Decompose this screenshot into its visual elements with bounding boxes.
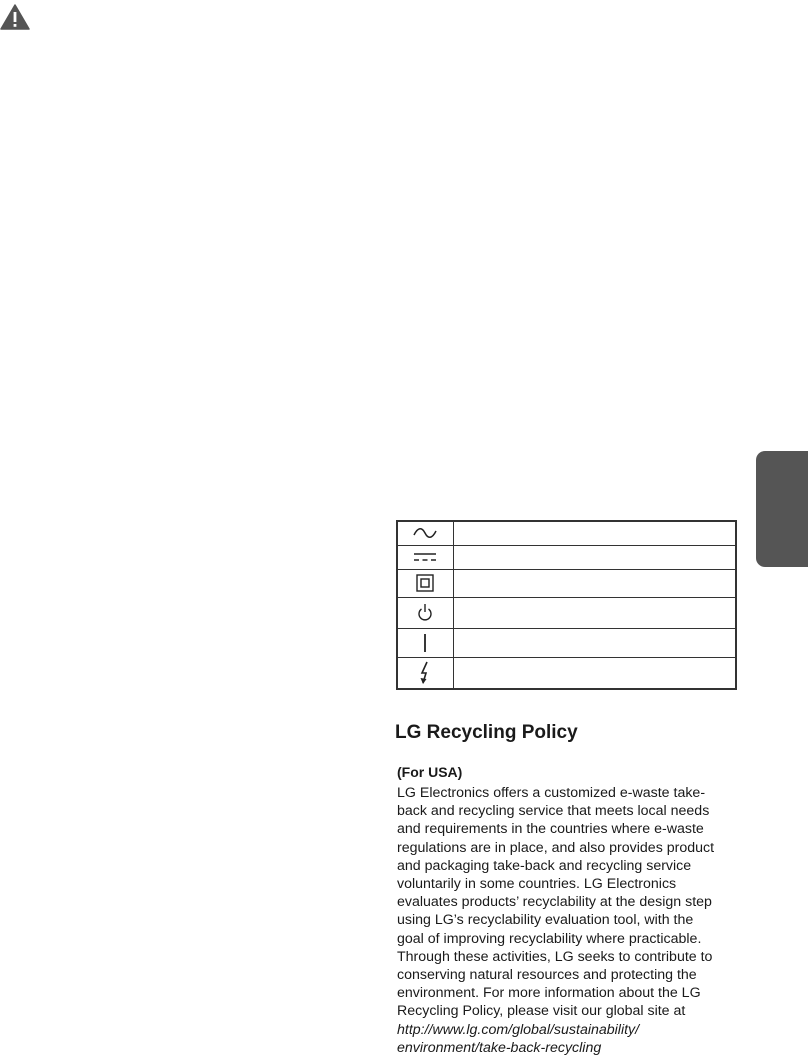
- symbol-cell: [397, 545, 453, 569]
- body-line: Through these activities, LG seeks to contribute to: [397, 948, 713, 965]
- section-heading: LG Recycling Policy: [395, 722, 578, 743]
- body-line: and requirements in the countries where e-waste: [397, 821, 704, 838]
- symbol-cell: [397, 521, 453, 545]
- warning-icon: [0, 4, 30, 30]
- body-line: Recycling Policy, please visit our global site at: [397, 1003, 686, 1020]
- symbol-cell: [397, 628, 453, 657]
- body-line: regulations are in place, and also provides product: [397, 839, 715, 856]
- symbol-table: [396, 520, 737, 690]
- symbol-cell: [397, 657, 453, 689]
- body-line: LG Electronics offers a customized e-waste take-: [397, 785, 706, 801]
- body-line: voluntarily in some countries. LG Electronics: [397, 876, 677, 893]
- region-subheading: (For USA): [397, 764, 463, 780]
- symbol-row: [397, 545, 736, 569]
- symbol-description: [453, 597, 736, 628]
- language-section-tab: [756, 451, 808, 567]
- symbol-description: [453, 569, 736, 597]
- symbol-description: [453, 545, 736, 569]
- recycling-policy-text: [397, 784, 742, 1057]
- recycling-site-link[interactable]: environment/take-back-recycling: [397, 1039, 602, 1056]
- body-line: using LG’s recyclability evaluation tool, with the: [397, 912, 694, 929]
- symbol-description: [453, 628, 736, 657]
- body-line: conserving natural resources and protecting the: [397, 967, 697, 984]
- body-line: back and recycling service that meets local needs: [397, 803, 710, 820]
- symbol-row: [397, 628, 736, 657]
- class-ii-equipment-icon: [416, 574, 434, 592]
- symbol-row: [397, 597, 736, 628]
- symbol-row: [397, 657, 736, 689]
- symbol-cell: [397, 597, 453, 628]
- symbol-description: [453, 521, 736, 545]
- body-line: goal of improving recyclability where practicable.: [397, 930, 702, 947]
- body-line: and packaging take-back and recycling service: [397, 857, 692, 874]
- alternating-current-icon: [412, 527, 438, 539]
- symbol-row: [397, 569, 736, 597]
- symbol-row: [397, 521, 736, 545]
- body-line: environment. For more information about the LG: [397, 985, 701, 1002]
- symbol-description: [453, 657, 736, 689]
- symbol-cell: [397, 569, 453, 597]
- recycling-site-link[interactable]: http://www.lg.com/global/sustainability/: [397, 1021, 640, 1038]
- on-power-icon: [422, 633, 428, 653]
- standby-icon: [417, 603, 433, 623]
- direct-current-icon: [412, 552, 438, 562]
- dangerous-voltage-icon: [419, 661, 431, 685]
- body-line: evaluates products’ recyclability at the design step: [397, 894, 712, 911]
